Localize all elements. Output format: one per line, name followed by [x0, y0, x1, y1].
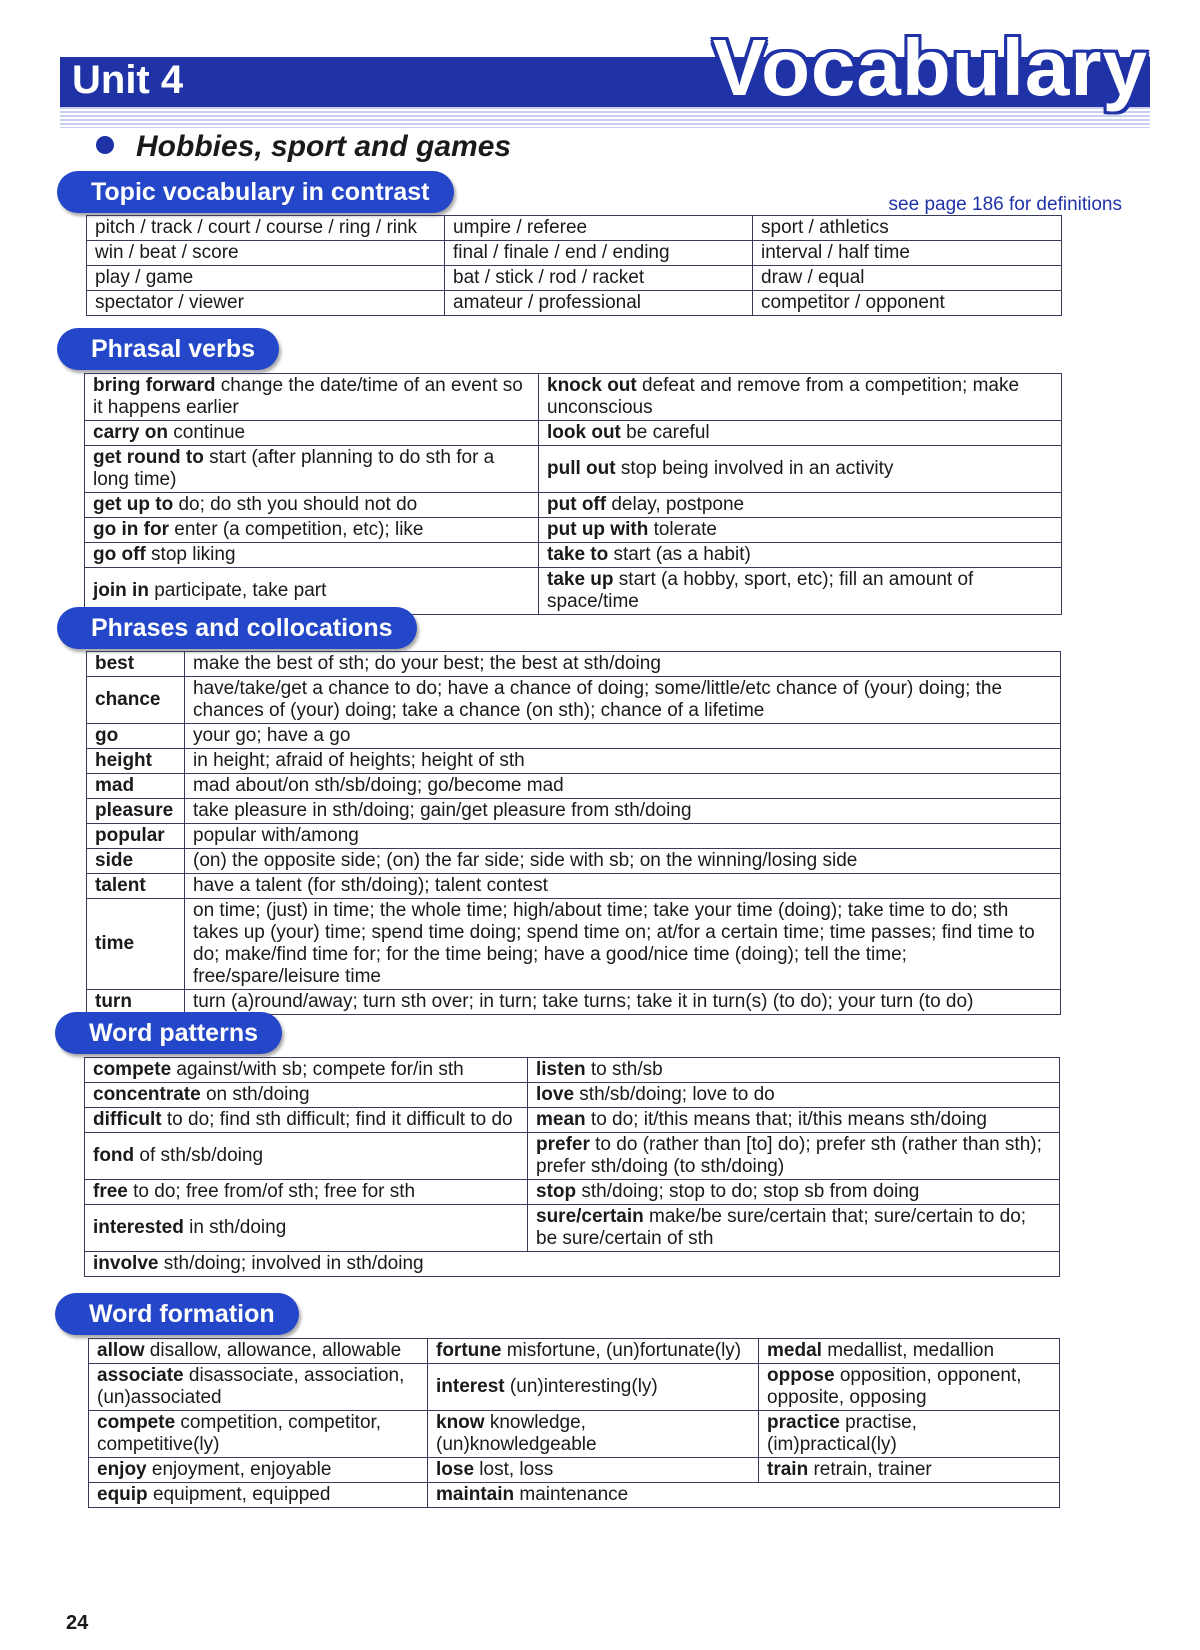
- entry-headword: join in: [93, 580, 149, 601]
- section-heading-phrases: Phrases and collocations: [57, 607, 417, 649]
- table-row: [85, 1205, 1060, 1252]
- entry-text: participate, take part: [148, 580, 327, 601]
- phrase-headword: mad: [87, 774, 185, 799]
- phrase-headword: popular: [87, 824, 185, 849]
- pattern-cell: [528, 1058, 1060, 1083]
- table-row: [89, 1458, 1060, 1483]
- table-row: [87, 291, 1062, 316]
- entry-headword: allow: [97, 1340, 145, 1361]
- entry-text: disallow, allowance, allowable: [144, 1340, 402, 1361]
- table-row: [89, 1339, 1060, 1364]
- entry-headword: train: [767, 1459, 809, 1480]
- pattern-cell: [85, 1205, 528, 1252]
- entry-headword: knock out: [547, 375, 637, 396]
- formation-cell: [759, 1339, 1060, 1364]
- entry-text: on sth/doing: [200, 1084, 310, 1105]
- word-formation-table: [88, 1338, 1060, 1508]
- entry-text: stop being involved in an activity: [615, 458, 894, 479]
- unit-label: Unit 4: [72, 58, 184, 102]
- phrase-text: have a talent (for sth/doing); talent contest: [185, 874, 1061, 899]
- formation-cell: [89, 1364, 428, 1411]
- formation-cell: [89, 1339, 428, 1364]
- pattern-cell: [528, 1133, 1060, 1180]
- definitions-note: see page 186 for definitions: [888, 194, 1122, 215]
- table-row: [85, 1252, 1060, 1277]
- phrasal-verb-cell: [85, 374, 539, 421]
- bullet-icon: [96, 136, 114, 154]
- entry-text: misfortune, (un)fortunate(ly): [501, 1340, 742, 1361]
- entry-text: to do (rather than [to] do); prefer sth (rather than sth); prefer sth/doing (to sth/doing): [536, 1134, 1042, 1177]
- pattern-cell: [85, 1252, 1060, 1277]
- entry-headword: interest: [436, 1376, 505, 1397]
- table-row: [87, 266, 1062, 291]
- formation-cell: [428, 1364, 759, 1411]
- entry-headword: equip: [97, 1484, 148, 1505]
- table-row: [87, 874, 1061, 899]
- phrase-text: turn (a)round/away; turn sth over; in turn; take turns; take it in turn(s) (to do); your turn (to do): [185, 990, 1061, 1015]
- entry-headword: free: [93, 1181, 128, 1202]
- table-row: [85, 374, 1062, 421]
- entry-text: enter (a competition, etc); like: [168, 519, 424, 540]
- entry-headword: compete: [93, 1059, 172, 1080]
- table-row: [85, 1083, 1060, 1108]
- entry-text: disassociate, association, (un)associated: [97, 1365, 405, 1408]
- entry-text: opposition, opponent, opposite, opposing: [767, 1365, 1022, 1408]
- table-row: [87, 774, 1061, 799]
- entry-text: lost, loss: [474, 1459, 554, 1480]
- phrase-headword: time: [87, 899, 185, 990]
- vocab-cell: competitor / opponent: [753, 291, 1062, 316]
- entry-text: knowledge, (un)knowledgeable: [436, 1412, 597, 1455]
- phrases-table: [86, 651, 1061, 1015]
- vocab-cell: sport / athletics: [753, 216, 1062, 241]
- pattern-cell: [85, 1108, 528, 1133]
- entry-text: to sth/sb: [585, 1059, 663, 1080]
- entry-text: sth/sb/doing; love to do: [574, 1084, 775, 1105]
- entry-text: stop liking: [145, 544, 236, 565]
- entry-headword: sure/certain: [536, 1206, 644, 1227]
- formation-cell: [759, 1364, 1060, 1411]
- vocab-cell: umpire / referee: [445, 216, 753, 241]
- vocab-cell: amateur / professional: [445, 291, 753, 316]
- section-heading-phrasal-verbs: Phrasal verbs: [57, 328, 279, 370]
- entry-text: to do; find sth difficult; find it difficult to do: [161, 1109, 513, 1130]
- vocab-cell: spectator / viewer: [87, 291, 445, 316]
- phrasal-verb-cell: [539, 374, 1062, 421]
- formation-cell: [428, 1458, 759, 1483]
- phrase-headword: side: [87, 849, 185, 874]
- phrase-text: (on) the opposite side; (on) the far side; side with sb; on the winning/losing side: [185, 849, 1061, 874]
- phrasal-verb-cell: [539, 421, 1062, 446]
- entry-headword: go in for: [93, 519, 169, 540]
- pattern-cell: [528, 1083, 1060, 1108]
- topic-heading: [96, 130, 511, 164]
- table-row: [87, 990, 1061, 1015]
- entry-headword: fond: [93, 1145, 135, 1166]
- table-row: [85, 1180, 1060, 1205]
- section-heading-word-patterns: Word patterns: [55, 1012, 282, 1054]
- phrasal-verbs-table: [84, 373, 1062, 615]
- formation-cell: [89, 1411, 428, 1458]
- formation-cell: [89, 1483, 428, 1508]
- entry-text: defeat and remove from a competition; make unconscious: [547, 375, 1020, 418]
- entry-text: change the date/time of an event so it happens earlier: [93, 375, 523, 418]
- vocab-cell: draw / equal: [753, 266, 1062, 291]
- table-row: [89, 1411, 1060, 1458]
- entry-text: sth/doing; involved in sth/doing: [158, 1253, 424, 1274]
- entry-headword: stop: [536, 1181, 577, 1202]
- word-patterns-table: [84, 1057, 1060, 1277]
- entry-headword: put up with: [547, 519, 649, 540]
- phrase-headword: pleasure: [87, 799, 185, 824]
- phrasal-verb-cell: [539, 543, 1062, 568]
- entry-headword: love: [536, 1084, 575, 1105]
- table-row: [85, 1133, 1060, 1180]
- entry-headword: listen: [536, 1059, 586, 1080]
- entry-headword: get up to: [93, 494, 174, 515]
- phrasal-verb-cell: [539, 568, 1062, 615]
- table-row: [89, 1364, 1060, 1411]
- table-row: [87, 652, 1061, 677]
- entry-headword: fortune: [436, 1340, 502, 1361]
- entry-text: do; do sth you should not do: [173, 494, 418, 515]
- entry-text: competition, competitor, competitive(ly): [97, 1412, 382, 1455]
- pattern-cell: [85, 1058, 528, 1083]
- entry-text: maintenance: [514, 1484, 629, 1505]
- entry-headword: associate: [97, 1365, 184, 1386]
- entry-headword: carry on: [93, 422, 168, 443]
- phrasal-verb-cell: [539, 518, 1062, 543]
- entry-text: tolerate: [648, 519, 717, 540]
- page-number: 24: [66, 1612, 89, 1634]
- pattern-cell: [85, 1083, 528, 1108]
- topic-text: Hobbies, sport and games: [136, 130, 512, 163]
- entry-headword: lose: [436, 1459, 475, 1480]
- phrase-text: have/take/get a chance to do; have a chance of doing; some/little/etc chance of (your) doing; the chances of (your) doing; take a chance (on sth); chance of a lifetime: [185, 677, 1061, 724]
- phrase-headword: best: [87, 652, 185, 677]
- entry-headword: know: [436, 1412, 485, 1433]
- phrase-text: take pleasure in sth/doing; gain/get pleasure from sth/doing: [185, 799, 1061, 824]
- table-row: [87, 799, 1061, 824]
- phrase-headword: turn: [87, 990, 185, 1015]
- table-row: [85, 493, 1062, 518]
- section-heading-word-formation: Word formation: [55, 1293, 299, 1335]
- vocab-cell: pitch / track / court / course / ring / rink: [87, 216, 445, 241]
- entry-headword: enjoy: [97, 1459, 147, 1480]
- phrase-headword: height: [87, 749, 185, 774]
- vocab-cell: interval / half time: [753, 241, 1062, 266]
- table-row: [85, 518, 1062, 543]
- pattern-cell: [528, 1108, 1060, 1133]
- entry-headword: oppose: [767, 1365, 835, 1386]
- phrase-headword: chance: [87, 677, 185, 724]
- phrasal-verb-cell: [539, 493, 1062, 518]
- entry-text: to do; it/this means that; it/this means sth/doing: [585, 1109, 987, 1130]
- formation-cell: [759, 1458, 1060, 1483]
- entry-headword: get round to: [93, 447, 204, 468]
- page-title: Vocabulary: [712, 23, 1148, 112]
- table-row: [87, 216, 1062, 241]
- entry-headword: compete: [97, 1412, 176, 1433]
- table-row: [87, 241, 1062, 266]
- entry-headword: mean: [536, 1109, 586, 1130]
- formation-cell: [89, 1458, 428, 1483]
- entry-headword: look out: [547, 422, 621, 443]
- table-row: [85, 1108, 1060, 1133]
- phrasal-verb-cell: [85, 446, 539, 493]
- entry-headword: involve: [93, 1253, 159, 1274]
- entry-text: continue: [167, 422, 246, 443]
- entry-headword: concentrate: [93, 1084, 201, 1105]
- pattern-cell: [85, 1180, 528, 1205]
- entry-headword: prefer: [536, 1134, 590, 1155]
- formation-cell: [428, 1411, 759, 1458]
- entry-text: be careful: [620, 422, 710, 443]
- phrase-text: your go; have a go: [185, 724, 1061, 749]
- entry-headword: interested: [93, 1217, 184, 1238]
- vocab-cell: win / beat / score: [87, 241, 445, 266]
- table-row: [87, 749, 1061, 774]
- entry-headword: take to: [547, 544, 609, 565]
- table-row: [85, 446, 1062, 493]
- table-row: [87, 899, 1061, 990]
- entry-text: equipment, equipped: [147, 1484, 331, 1505]
- entry-headword: go off: [93, 544, 146, 565]
- phrasal-verb-cell: [85, 518, 539, 543]
- pattern-cell: [528, 1180, 1060, 1205]
- entry-headword: pull out: [547, 458, 616, 479]
- phrase-text: on time; (just) in time; the whole time; high/about time; take your time (doing); take time to do; sth takes up (your) time; spend time doing; spend time on; at/for a certain time; time passes; find time to do; make/find time for; for the time being; have a good/nice time (doing); tell the time; free/spare/leisure time: [185, 899, 1061, 990]
- section-heading-topic-vocabulary: Topic vocabulary in contrast: [57, 171, 454, 213]
- phrase-headword: talent: [87, 874, 185, 899]
- entry-text: practise, (im)practical(ly): [767, 1412, 917, 1455]
- entry-headword: take up: [547, 569, 614, 590]
- phrase-text: mad about/on sth/sb/doing; go/become mad: [185, 774, 1061, 799]
- entry-text: start (as a habit): [608, 544, 751, 565]
- entry-text: to do; free from/of sth; free for sth: [127, 1181, 416, 1202]
- entry-headword: bring forward: [93, 375, 216, 396]
- vocab-cell: final / finale / end / ending: [445, 241, 753, 266]
- phrasal-verb-cell: [85, 421, 539, 446]
- formation-cell: [428, 1339, 759, 1364]
- table-row: [87, 724, 1061, 749]
- table-row: [85, 543, 1062, 568]
- entry-text: retrain, trainer: [808, 1459, 932, 1480]
- entry-text: start (after planning to do sth for a long time): [93, 447, 495, 490]
- phrasal-verb-cell: [539, 446, 1062, 493]
- entry-headword: difficult: [93, 1109, 162, 1130]
- entry-text: enjoyment, enjoyable: [146, 1459, 332, 1480]
- phrasal-verb-cell: [85, 543, 539, 568]
- table-row: [85, 421, 1062, 446]
- vocab-cell: play / game: [87, 266, 445, 291]
- entry-headword: maintain: [436, 1484, 515, 1505]
- topic-vocabulary-table: [86, 215, 1062, 316]
- table-row: [87, 677, 1061, 724]
- entry-text: delay, postpone: [606, 494, 745, 515]
- entry-text: start (a hobby, sport, etc); fill an amount of space/time: [547, 569, 974, 612]
- table-row: [87, 849, 1061, 874]
- entry-text: in sth/doing: [183, 1217, 287, 1238]
- table-row: [87, 824, 1061, 849]
- phrase-text: popular with/among: [185, 824, 1061, 849]
- table-row: [89, 1483, 1060, 1508]
- entry-text: sth/doing; stop to do; stop sb from doing: [576, 1181, 920, 1202]
- pattern-cell: [85, 1133, 528, 1180]
- phrase-headword: go: [87, 724, 185, 749]
- phrasal-verb-cell: [85, 493, 539, 518]
- entry-headword: practice: [767, 1412, 840, 1433]
- entry-headword: put off: [547, 494, 607, 515]
- formation-cell: [759, 1411, 1060, 1458]
- pattern-cell: [528, 1205, 1060, 1252]
- entry-text: medallist, medallion: [821, 1340, 995, 1361]
- entry-text: (un)interesting(ly): [504, 1376, 658, 1397]
- entry-text: against/with sb; compete for/in sth: [171, 1059, 464, 1080]
- entry-text: of sth/sb/doing: [134, 1145, 264, 1166]
- phrase-text: make the best of sth; do your best; the best at sth/doing: [185, 652, 1061, 677]
- entry-headword: medal: [767, 1340, 822, 1361]
- entry-text: make/be sure/certain that; sure/certain to do; be sure/certain of sth: [536, 1206, 1027, 1249]
- phrase-text: in height; afraid of heights; height of sth: [185, 749, 1061, 774]
- vocab-cell: bat / stick / rod / racket: [445, 266, 753, 291]
- table-row: [85, 1058, 1060, 1083]
- formation-cell: [428, 1483, 1060, 1508]
